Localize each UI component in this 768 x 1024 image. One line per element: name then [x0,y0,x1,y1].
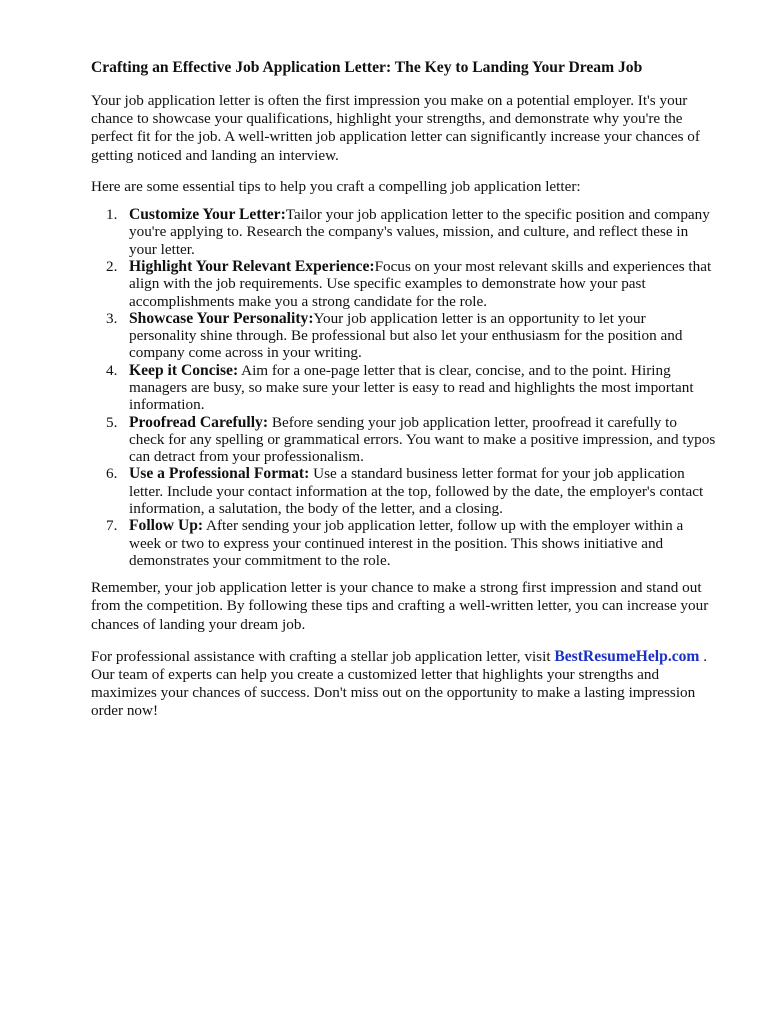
tip-heading: Proofread Carefully: [129,413,269,431]
list-item [91,258,716,310]
list-number: 2. [106,257,118,275]
tip-text: After sending your job application letter, follow up with the employer within a week or two to express your continued interest in the position. This shows initiative and demonstrates your commitment to the role. [129,517,684,569]
tip-heading: Follow Up: [129,517,204,535]
tips-lead-paragraph: Here are some essential tips to help you craft a compelling job application letter: [91,177,581,195]
tip-text: Aim for a one-page letter that is clear, concise, and to the point. Hiring managers are busy, so make sure your letter is easy to read and highlights the most important information. [129,361,694,414]
cta-text-after: . Our team of experts can help you create a customized letter that highlights your strengths and maximizes your chances of success. Don't miss out on the opportunity to make a lasting impression order now! [91,647,708,720]
list-number: 3. [106,309,118,327]
list-item [91,517,716,569]
tip-heading: Customize Your Letter: [129,206,286,224]
list-number: 7. [106,517,118,535]
list-number: 5. [106,413,118,431]
tip-text: Use a standard business letter format for your job application letter. Include your contact information at the top, followed by the date, the employer's contact information, a salutation, the body of the letter, and a closing. [129,465,704,518]
closing-paragraph: Remember, your job application letter is your chance to make a strong first impression and stand out from the competition. By following these tips and crafting a well-written letter, you can increase your chances of landing your dream job. [91,579,709,633]
list-item [91,414,716,466]
list-number: 1. [106,206,118,224]
list-item [91,206,716,258]
page-title: Crafting an Effective Job Application Letter: The Key to Landing Your Dream Job [91,59,643,76]
tip-heading: Showcase Your Personality: [129,309,314,327]
list-item [91,310,716,362]
tip-text: Your job application letter is an opportunity to let your personality shine through. Be professional but also let your enthusiasm for the position and company come across in your writing. [129,309,683,362]
list-number: 6. [106,465,118,483]
tip-text: Tailor your job application letter to the specific position and company you're applying to. Research the company's values, mission, and culture, and reflect these in your letter. [129,206,710,258]
cta-text-before: For professional assistance with crafting a stellar job application letter, visit [91,647,555,665]
tip-text: Focus on your most relevant skills and experiences that align with the job requirements. Use specific examples to demonstrate how your past accomplishments make you a strong candidate for the role. [129,257,712,310]
cta-paragraph [91,648,716,721]
list-number: 4. [106,361,118,379]
list-item [91,465,716,517]
tip-heading: Keep it Concise: [129,361,239,379]
intro-paragraph: Your job application letter is often the first impression you make on a potential employer. It's your chance to showcase your qualifications, highlight your strengths, and demonstrate why you're the perfect fit for the job. A well-written job application letter can significantly increase your chances of getting noticed and landing an interview. [91,92,700,164]
tip-heading: Highlight Your Relevant Experience: [129,257,375,275]
bestresumehelp-link[interactable]: BestResumeHelp.com [554,647,700,665]
tips-list [91,206,716,569]
tip-heading: Use a Professional Format: [129,465,310,483]
tip-text: Before sending your job application letter, proofread it carefully to check for any spelling or grammatical errors. You want to make a positive impression, and typos can detract from your professionalism. [129,413,716,466]
list-item [91,362,716,414]
